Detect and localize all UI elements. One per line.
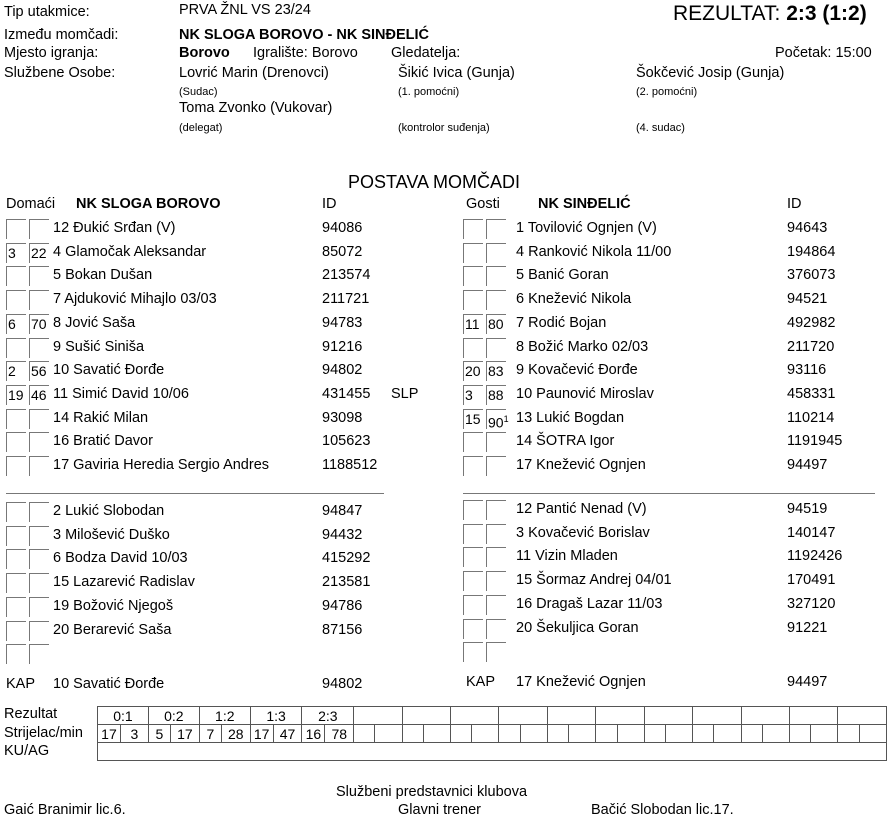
home-player-name: 15 Lazarević Radislav <box>53 574 195 591</box>
venue-label: Mjesto igranja: <box>4 45 99 61</box>
home-player-name: 19 Božović Njegoš <box>53 597 174 614</box>
away-minute-box <box>463 595 483 615</box>
minute-value: 70 <box>31 315 47 332</box>
result-value: 2:3 (1:2) <box>786 2 867 25</box>
away-player-name: 5 Banić Goran <box>516 267 609 284</box>
venue-value: Borovo <box>179 45 230 61</box>
scorer-number-cell <box>838 725 859 743</box>
home-minute-box <box>6 219 26 239</box>
away-minute-box: 15 <box>463 409 483 429</box>
home-minute-box <box>29 219 49 239</box>
home-minute-box: 6 <box>6 314 26 334</box>
home-captain-id: 94802 <box>322 676 363 692</box>
score-cell <box>644 707 692 725</box>
score-cell: 2:3 <box>302 707 354 725</box>
score-cell: 1:3 <box>250 707 302 725</box>
away-player-id: 140147 <box>787 524 836 541</box>
away-player-id: 211720 <box>787 338 835 355</box>
home-player-id: 91216 <box>322 338 363 355</box>
score-cell <box>789 707 837 725</box>
away-minute-box <box>463 456 483 476</box>
away-player-id: 1191945 <box>787 433 843 450</box>
away-minute-box <box>486 500 506 520</box>
away-player-id: 327120 <box>787 595 836 612</box>
results-table <box>97 706 887 761</box>
home-minute-box <box>6 266 26 286</box>
away-player-id: 94521 <box>787 291 828 308</box>
home-player-name: 4 Glamočak Aleksandar <box>53 243 207 260</box>
away-player-name: 15 Šormaz Andrej 04/01 <box>516 572 672 589</box>
minute-value: 90 <box>488 414 504 431</box>
away-minute-box <box>486 595 506 615</box>
scorer-minute-cell <box>520 725 547 743</box>
home-minute-box <box>29 644 49 664</box>
home-minute-box <box>6 432 26 452</box>
scorer-number-cell: 5 <box>148 725 170 743</box>
home-minute-box <box>6 338 26 358</box>
away-player-name: 13 Lukić Bogdan <box>516 409 625 426</box>
away-side-label: Gosti <box>466 196 500 212</box>
home-player-id: 85072 <box>322 243 363 260</box>
score-cell: 1:2 <box>199 707 250 725</box>
home-player-name: 10 Savatić Đorđe <box>53 362 165 379</box>
away-minute-box <box>486 432 506 452</box>
home-player-name: 3 Milošević Duško <box>53 526 170 543</box>
home-player-id: 94847 <box>322 503 363 519</box>
home-player-id: 94802 <box>322 362 363 379</box>
official-role: (1. pomoćni) <box>398 86 460 98</box>
away-minute-box <box>463 338 483 358</box>
away-minute-box <box>486 361 506 381</box>
official-role: (Sudac) <box>179 86 218 98</box>
home-captain-player: 10 Savatić Đorđe <box>53 676 165 692</box>
scorer-number-cell <box>596 725 617 743</box>
home-captain-label: KAP <box>6 676 36 692</box>
away-player-name: 6 Knežević Nikola <box>516 291 632 308</box>
scorer-number-cell <box>693 725 714 743</box>
home-player-note: SLP <box>391 385 419 402</box>
home-minute-box <box>29 549 49 569</box>
home-player-name: 17 Gaviria Heredia Sergio Andres <box>53 457 270 473</box>
kuag-cell <box>98 743 887 761</box>
away-minute-box <box>486 385 506 405</box>
away-minute-box <box>486 314 506 334</box>
pitch-value: Igralište: Borovo <box>253 45 358 61</box>
score-cell <box>451 707 499 725</box>
away-captain-label: KAP <box>466 674 496 690</box>
home-player-id: 87156 <box>322 621 363 638</box>
scorer-number-cell <box>451 725 472 743</box>
home-minute-box <box>29 432 49 452</box>
home-id-header: ID <box>322 196 337 212</box>
home-separator <box>6 493 384 494</box>
home-player-id: 431455 <box>322 385 371 402</box>
away-player-name: 4 Ranković Nikola 11/00 <box>516 243 672 260</box>
away-minute-box <box>486 571 506 591</box>
scorer-minute-cell: 17 <box>170 725 199 743</box>
home-player-id: 93098 <box>322 409 363 426</box>
home-minute-box <box>29 266 49 286</box>
away-minute-box <box>486 619 506 639</box>
footer-left-rep: Gaić Branimir lic.6. <box>4 802 126 818</box>
home-player-id: 94783 <box>322 314 363 331</box>
away-minute-box <box>486 547 506 567</box>
home-minute-box <box>6 456 26 476</box>
home-minute-box <box>29 573 49 593</box>
home-minute-box <box>29 361 49 381</box>
footer-coach-label: Glavni trener <box>398 802 482 818</box>
scorer-number-cell <box>789 725 810 743</box>
result-heading <box>673 2 867 26</box>
away-minute-box <box>463 266 483 286</box>
result-label: REZULTAT: <box>673 2 781 25</box>
scorer-minute-cell: 47 <box>273 725 302 743</box>
away-minute-box <box>463 571 483 591</box>
home-player-name: 7 Ajduković Mihajlo 03/03 <box>53 291 217 308</box>
score-cell: 0:2 <box>148 707 199 725</box>
official-name: Toma Zvonko (Vukovar) <box>179 100 333 116</box>
home-side-label: Domaći <box>6 196 56 212</box>
scorer-number-cell <box>499 725 520 743</box>
kickoff-time: Početak: 15:00 <box>775 45 872 61</box>
away-minute-box: 3 <box>463 385 483 405</box>
minute-value: 83 <box>488 363 504 380</box>
away-player-id: 93116 <box>787 362 827 379</box>
teams-label: Između momčadi: <box>4 27 119 43</box>
home-minute-box <box>6 290 26 310</box>
away-minute-box <box>486 409 509 431</box>
home-player-name: 11 Simić David 10/06 <box>53 385 189 402</box>
away-player-id: 458331 <box>787 385 836 402</box>
home-minute-box <box>6 502 26 522</box>
away-player-name: 17 Knežević Ognjen <box>516 457 646 473</box>
scorer-minute-cell <box>811 725 838 743</box>
away-minute-box <box>486 219 506 239</box>
home-minute-box <box>29 526 49 546</box>
away-minute-box <box>486 524 506 544</box>
home-minute-box <box>6 549 26 569</box>
results-label: Rezultat <box>4 706 58 722</box>
home-minute-box <box>6 526 26 546</box>
home-player-name: 8 Jović Saša <box>53 314 136 331</box>
scorers-label: Strijelac/min <box>4 725 83 741</box>
away-minute-box <box>463 642 483 662</box>
home-player-id: 105623 <box>322 433 371 450</box>
away-id-header: ID <box>787 196 802 212</box>
away-minute-box <box>463 243 483 263</box>
away-minute-box <box>486 266 506 286</box>
scorer-number-cell: 17 <box>250 725 273 743</box>
home-player-name: 14 Rakić Milan <box>53 409 149 426</box>
home-player-id: 211721 <box>322 291 370 308</box>
home-minute-box: 3 <box>6 243 26 263</box>
home-minute-box <box>6 644 26 664</box>
scorer-number-cell <box>741 725 762 743</box>
official-name: Šokčević Josip (Gunja) <box>636 65 785 81</box>
home-player-name: 20 Berarević Saša <box>53 621 172 638</box>
away-minute-box: 11 <box>463 314 483 334</box>
score-cell <box>838 707 887 725</box>
away-minute-box: 20 <box>463 361 483 381</box>
official-role: (delegat) <box>179 122 223 134</box>
results-score-row <box>98 707 887 725</box>
score-cell <box>402 707 450 725</box>
home-team-name: NK SLOGA BOROVO <box>76 196 221 212</box>
scorer-minute-cell: 28 <box>221 725 250 743</box>
home-minute-box <box>29 385 49 405</box>
away-player-name: 10 Paunović Miroslav <box>516 385 654 402</box>
scorer-minute-cell <box>472 725 499 743</box>
away-minute-box <box>463 524 483 544</box>
home-minute-box: 2 <box>6 361 26 381</box>
scorer-number-cell: 16 <box>302 725 325 743</box>
scorer-minute-cell <box>569 725 596 743</box>
minute-value: 22 <box>31 244 47 261</box>
home-minute-box: 19 <box>6 385 26 405</box>
score-cell <box>547 707 595 725</box>
scorer-minute-cell: 78 <box>325 725 354 743</box>
minute-value: 56 <box>31 363 47 380</box>
home-minute-box <box>6 597 26 617</box>
lineup-title: POSTAVA MOMČADI <box>348 172 521 192</box>
away-minute-box <box>463 547 483 567</box>
scorer-minute-cell <box>665 725 692 743</box>
officials-label: Službene Osobe: <box>4 65 116 81</box>
footer-right-rep: Bačić Slobodan lic.17. <box>591 802 734 818</box>
home-player-name: 5 Bokan Dušan <box>53 267 153 284</box>
away-player-id: 376073 <box>787 267 836 284</box>
away-player-name: 14 ŠOTRA Igor <box>516 433 615 450</box>
match-type-label: Tip utakmice: <box>4 4 90 20</box>
home-player-id: 94432 <box>322 526 363 543</box>
home-minute-box <box>29 243 49 263</box>
away-minute-box <box>486 456 506 476</box>
home-minute-box <box>6 621 26 641</box>
score-cell <box>354 707 402 725</box>
away-minute-box <box>463 432 483 452</box>
home-minute-box <box>29 597 49 617</box>
home-player-id: 94786 <box>322 597 363 614</box>
away-minute-box <box>486 243 506 263</box>
club-representatives-title: Službeni predstavnici klubova <box>336 784 528 800</box>
results-scorer-row <box>98 725 887 743</box>
home-minute-box <box>29 409 49 429</box>
home-player-name: 6 Bodza David 10/03 <box>53 550 188 567</box>
scorer-number-cell: 17 <box>98 725 121 743</box>
scorer-number-cell <box>644 725 665 743</box>
home-player-name: 12 Đukić Srđan (V) <box>53 220 176 236</box>
home-minute-box <box>29 621 49 641</box>
score-cell: 0:1 <box>98 707 149 725</box>
scorer-number-cell <box>547 725 568 743</box>
official-name: Šikić Ivica (Gunja) <box>398 65 515 81</box>
home-minute-box <box>29 314 49 334</box>
away-minute-box <box>463 290 483 310</box>
home-player-name: 2 Lukić Slobodan <box>53 503 165 519</box>
results-kuag-row <box>98 743 887 761</box>
home-minute-box <box>29 502 49 522</box>
scorer-minute-cell <box>762 725 789 743</box>
scorer-minute-cell <box>423 725 450 743</box>
scorer-minute-cell <box>375 725 402 743</box>
home-minute-box <box>29 338 49 358</box>
scorer-minute-cell: 3 <box>120 725 148 743</box>
away-captain-id: 94497 <box>787 674 828 690</box>
away-player-id: 94519 <box>787 501 828 517</box>
home-minute-box <box>6 409 26 429</box>
away-minute-box <box>486 338 506 358</box>
away-minute-box <box>486 290 506 310</box>
match-type-value: PRVA ŽNL VS 23/24 <box>179 2 311 18</box>
home-player-id: 94086 <box>322 220 363 236</box>
score-cell <box>741 707 789 725</box>
away-player-id: 1192426 <box>787 548 843 565</box>
kuag-label: KU/AG <box>4 743 50 759</box>
home-player-id: 213581 <box>322 574 371 591</box>
minute-superscript: 1 <box>503 413 509 424</box>
away-player-name: 9 Kovačević Đorđe <box>516 362 638 379</box>
home-player-id: 415292 <box>322 550 371 567</box>
scorer-number-cell: 7 <box>199 725 221 743</box>
scorer-minute-cell <box>714 725 741 743</box>
score-cell <box>499 707 547 725</box>
away-separator <box>463 493 875 494</box>
away-player-name: 11 Vizin Mladen <box>516 548 618 565</box>
away-player-name: 3 Kovačević Borislav <box>516 524 650 541</box>
official-name: Lovrić Marin (Drenovci) <box>179 65 329 81</box>
scorer-minute-cell <box>617 725 644 743</box>
away-player-id: 94497 <box>787 457 828 473</box>
away-player-id: 492982 <box>787 314 836 331</box>
away-player-id: 170491 <box>787 572 836 589</box>
away-player-name: 7 Rodić Bojan <box>516 314 607 331</box>
scorer-number-cell <box>354 725 375 743</box>
official-role: (kontrolor suđenja) <box>398 122 490 134</box>
minute-value: 88 <box>488 386 504 403</box>
minute-value: 80 <box>488 315 504 332</box>
home-player-name: 16 Bratić Davor <box>53 433 153 450</box>
away-minute-box <box>486 642 506 662</box>
away-player-name: 1 Tovilović Ognjen (V) <box>516 220 657 236</box>
score-cell <box>596 707 644 725</box>
away-player-name: 20 Šekuljica Goran <box>516 619 639 636</box>
scorer-minute-cell <box>859 725 886 743</box>
away-team-name: NK SINĐELIĆ <box>538 196 631 212</box>
away-player-id: 94643 <box>787 220 828 236</box>
away-player-name: 12 Pantić Nenad (V) <box>516 501 647 517</box>
away-player-name: 8 Božić Marko 02/03 <box>516 338 649 355</box>
away-player-id: 194864 <box>787 243 836 260</box>
minute-value: 46 <box>31 386 47 403</box>
official-role: (4. sudac) <box>636 122 685 134</box>
home-player-id: 213574 <box>322 267 371 284</box>
away-player-id: 91221 <box>787 619 828 636</box>
home-player-id: 1188512 <box>322 457 378 473</box>
home-minute-box <box>29 456 49 476</box>
scorer-number-cell <box>402 725 423 743</box>
score-cell <box>693 707 741 725</box>
home-minute-box <box>29 290 49 310</box>
away-minute-box <box>463 219 483 239</box>
home-minute-box <box>6 573 26 593</box>
away-minute-box <box>463 500 483 520</box>
away-minute-box <box>463 619 483 639</box>
away-player-name: 16 Dragaš Lazar 11/03 <box>516 595 663 612</box>
official-role: (2. pomoćni) <box>636 86 698 98</box>
away-player-id: 110214 <box>787 409 835 426</box>
away-captain-player: 17 Knežević Ognjen <box>516 674 646 690</box>
spectators-label: Gledatelja: <box>391 45 461 61</box>
teams-value: NK SLOGA BOROVO - NK SINĐELIĆ <box>179 27 429 43</box>
home-player-name: 9 Sušić Siniša <box>53 338 145 355</box>
